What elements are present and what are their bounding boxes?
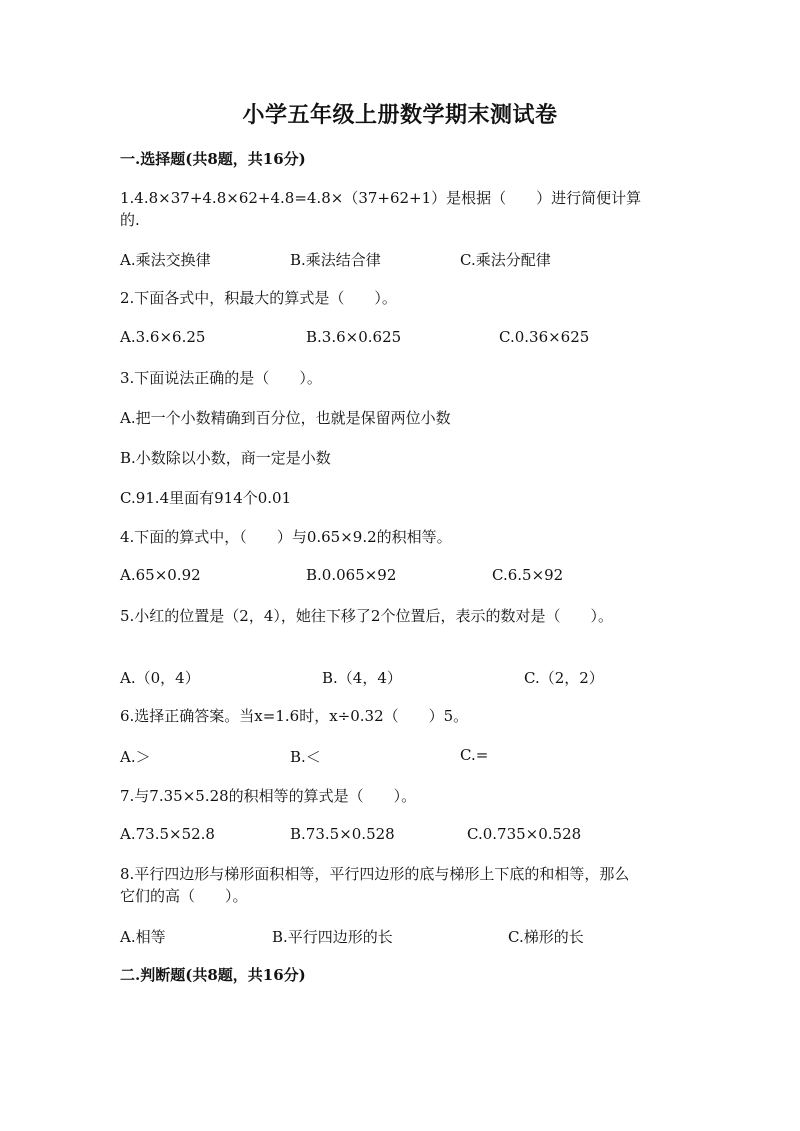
question-1-option-c: C.乘法分配律 [460, 251, 551, 269]
question-line: 7.与7.35×5.28的积相等的算式是（ ）。 [120, 787, 417, 805]
question-1-option-b: B.乘法结合律 [290, 251, 381, 269]
question-line: 4.下面的算式中，（ ）与0.65×9.2的积相等。 [120, 528, 452, 546]
question-4-text [120, 526, 452, 548]
question-1-text [120, 187, 641, 231]
question-5-option-a: A.（0，4） [120, 669, 200, 687]
question-8-option-b: B.平行四边形的长 [272, 928, 393, 946]
question-6-option-b: B.＜ [290, 748, 321, 766]
question-4-option-a: A.65×0.92 [120, 566, 201, 584]
question-4-option-b: B.0.065×92 [306, 566, 397, 584]
question-8-text [120, 863, 629, 907]
question-2-option-a: A.3.6×6.25 [120, 328, 206, 346]
question-line: 的. [120, 211, 140, 229]
question-3-option-b: B.小数除以小数，商一定是小数 [120, 449, 331, 467]
question-4-option-c: C.6.5×92 [492, 566, 564, 584]
question-8-option-a: A.相等 [120, 928, 166, 946]
section-heading-true-false: 二.判断题(共8题，共16分) [120, 966, 306, 984]
question-7-option-a: A.73.5×52.8 [120, 825, 215, 843]
question-7-option-c: C.0.735×0.528 [467, 825, 582, 843]
question-6-option-c: C.= [460, 746, 489, 764]
question-7-text [120, 785, 416, 807]
question-8-option-c: C.梯形的长 [508, 928, 584, 946]
question-3-option-a: A.把一个小数精确到百分位，也就是保留两位小数 [120, 409, 451, 427]
question-2-option-c: C.0.36×625 [499, 328, 590, 346]
question-line: 3.下面说法正确的是（ ）。 [120, 369, 322, 387]
question-2-text [120, 287, 397, 309]
question-line: 1.4.8×37+4.8×62+4.8=4.8×（37+62+1）是根据（ ）进行简便计算 [120, 189, 642, 207]
question-5-text [120, 605, 613, 627]
question-line: 6.选择正确答案。当x=1.6时，x÷0.32（ ）5。 [120, 707, 469, 725]
question-5-option-b: B.（4，4） [322, 669, 402, 687]
section-heading-multiple-choice: 一.选择题(共8题，共16分) [120, 150, 306, 168]
question-line: 它们的高（ ）。 [120, 887, 248, 905]
question-line: 5.小红的位置是（2，4），她往下移了2个位置后，表示的数对是（ ）。 [120, 607, 613, 625]
question-1-option-a: A.乘法交换律 [120, 251, 211, 269]
question-line: 8.平行四边形与梯形面积相等，平行四边形的底与梯形上下底的和相等，那么 [120, 865, 630, 883]
question-3-option-c: C.91.4里面有914个0.01 [120, 489, 292, 507]
question-6-text [120, 705, 468, 727]
question-5-option-c: C.（2，2） [524, 669, 604, 687]
question-6-option-a: A.＞ [120, 748, 151, 766]
question-line: 2.下面各式中，积最大的算式是（ ）。 [120, 289, 397, 307]
question-3-text [120, 367, 322, 389]
page-title: 小学五年级上册数学期末测试卷 [242, 102, 558, 128]
question-2-option-b: B.3.6×0.625 [306, 328, 402, 346]
question-7-option-b: B.73.5×0.528 [290, 825, 395, 843]
